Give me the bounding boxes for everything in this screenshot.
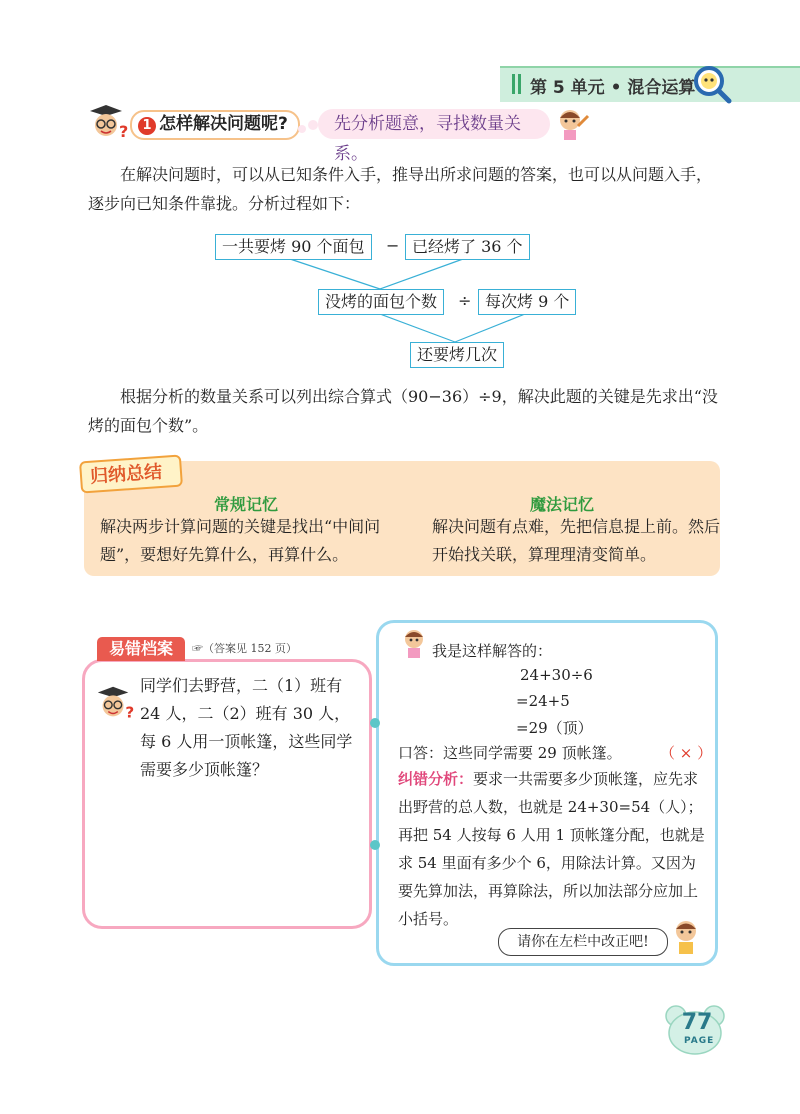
diagram-operator-minus: −	[386, 236, 400, 255]
binder-ring	[370, 840, 380, 850]
page-word: PAGE	[684, 1036, 715, 1046]
answer-reference: ☞（答案见 152 页）	[192, 642, 297, 655]
summary-left-text: 解决两步计算问题的关键是找出“中间问题”，要想好先算什么，再算什么。	[100, 517, 381, 564]
error-analysis-label: 纠错分析：	[398, 770, 474, 788]
summary-left-heading: 常规记忆	[214, 495, 279, 514]
student-avatar-icon	[94, 684, 134, 722]
question-number-badge: 1	[138, 117, 156, 135]
error-file-question: 同学们去野营，二（1）班有 24 人，二（2）班有 30 人，每 6 人用一顶帐篷，这些同学需要多少顶帐篷？	[140, 676, 353, 779]
diagram-box-per-batch: 每次烤 9 个	[478, 289, 576, 315]
summary-right-text: 解决问题有点难，先把信息提上前。然后开始找关联，算理理清变简单。	[432, 517, 721, 564]
solution-equation-line: =29（顶）	[516, 719, 593, 737]
question-title-text: 怎样解决问题呢?	[159, 114, 288, 134]
solution-equation-line: =24+5	[516, 692, 570, 710]
diagram-box-remaining-bread: 没烤的面包个数	[318, 289, 444, 315]
conclusion-paragraph: 根据分析的数量关系可以列出综合算式（90−36）÷9，解决此题的关键是先求出“没烤的面包个数”。	[88, 387, 718, 435]
hint-bubble: 先分析题意，寻找数量关系。	[318, 109, 550, 139]
diagram-box-already-baked: 已经烤了 36 个	[405, 234, 530, 260]
diagram-operator-divide: ÷	[458, 291, 472, 310]
wrong-mark: （ × ）	[660, 744, 713, 762]
error-file-tab: 易错档案	[97, 637, 185, 661]
svg-text:?: ?	[125, 703, 134, 722]
solution-intro: 我是这样解答的：	[432, 642, 553, 660]
summary-right-heading: 魔法记忆	[530, 495, 595, 514]
svg-text:?: ?	[119, 122, 128, 141]
diagram-connector-lines	[0, 0, 800, 400]
girl-character-icon	[668, 918, 704, 958]
solution-answer: 口答：这些同学需要 29 顶帐篷。	[398, 744, 622, 762]
error-analysis	[398, 765, 710, 933]
girl-character-icon	[398, 627, 434, 663]
intro-paragraph: 在解决问题时，可以从已知条件入手，推导出所求问题的答案，也可以从问题入手，逐步向已知条件靠拢。分析过程如下：	[88, 165, 713, 213]
binder-ring	[370, 718, 380, 728]
fix-prompt-bubble: 请你在左栏中改正吧!	[498, 928, 668, 956]
diagram-box-result: 还要烤几次	[410, 342, 504, 368]
unit-label: 第 5 单元 • 混合运算	[530, 78, 696, 98]
diagram-box-total-bread: 一共要烤 90 个面包	[215, 234, 372, 260]
solution-equation-line: 24+30÷6	[520, 666, 593, 684]
error-analysis-text: 要求一共需要多少顶帐篷，应先求出野营的总人数，也就是 24+30=54（人）；再把 54 人按每 6 人用 1 顶帐篷分配，也就是求 54 里面有多少个 6，用除法计算。又因为要先算加法，再算除法，所以加法部分应加上小括号。	[398, 770, 705, 928]
summary-title: 归纳总结	[89, 461, 163, 488]
page-number: 77	[681, 1010, 713, 1035]
